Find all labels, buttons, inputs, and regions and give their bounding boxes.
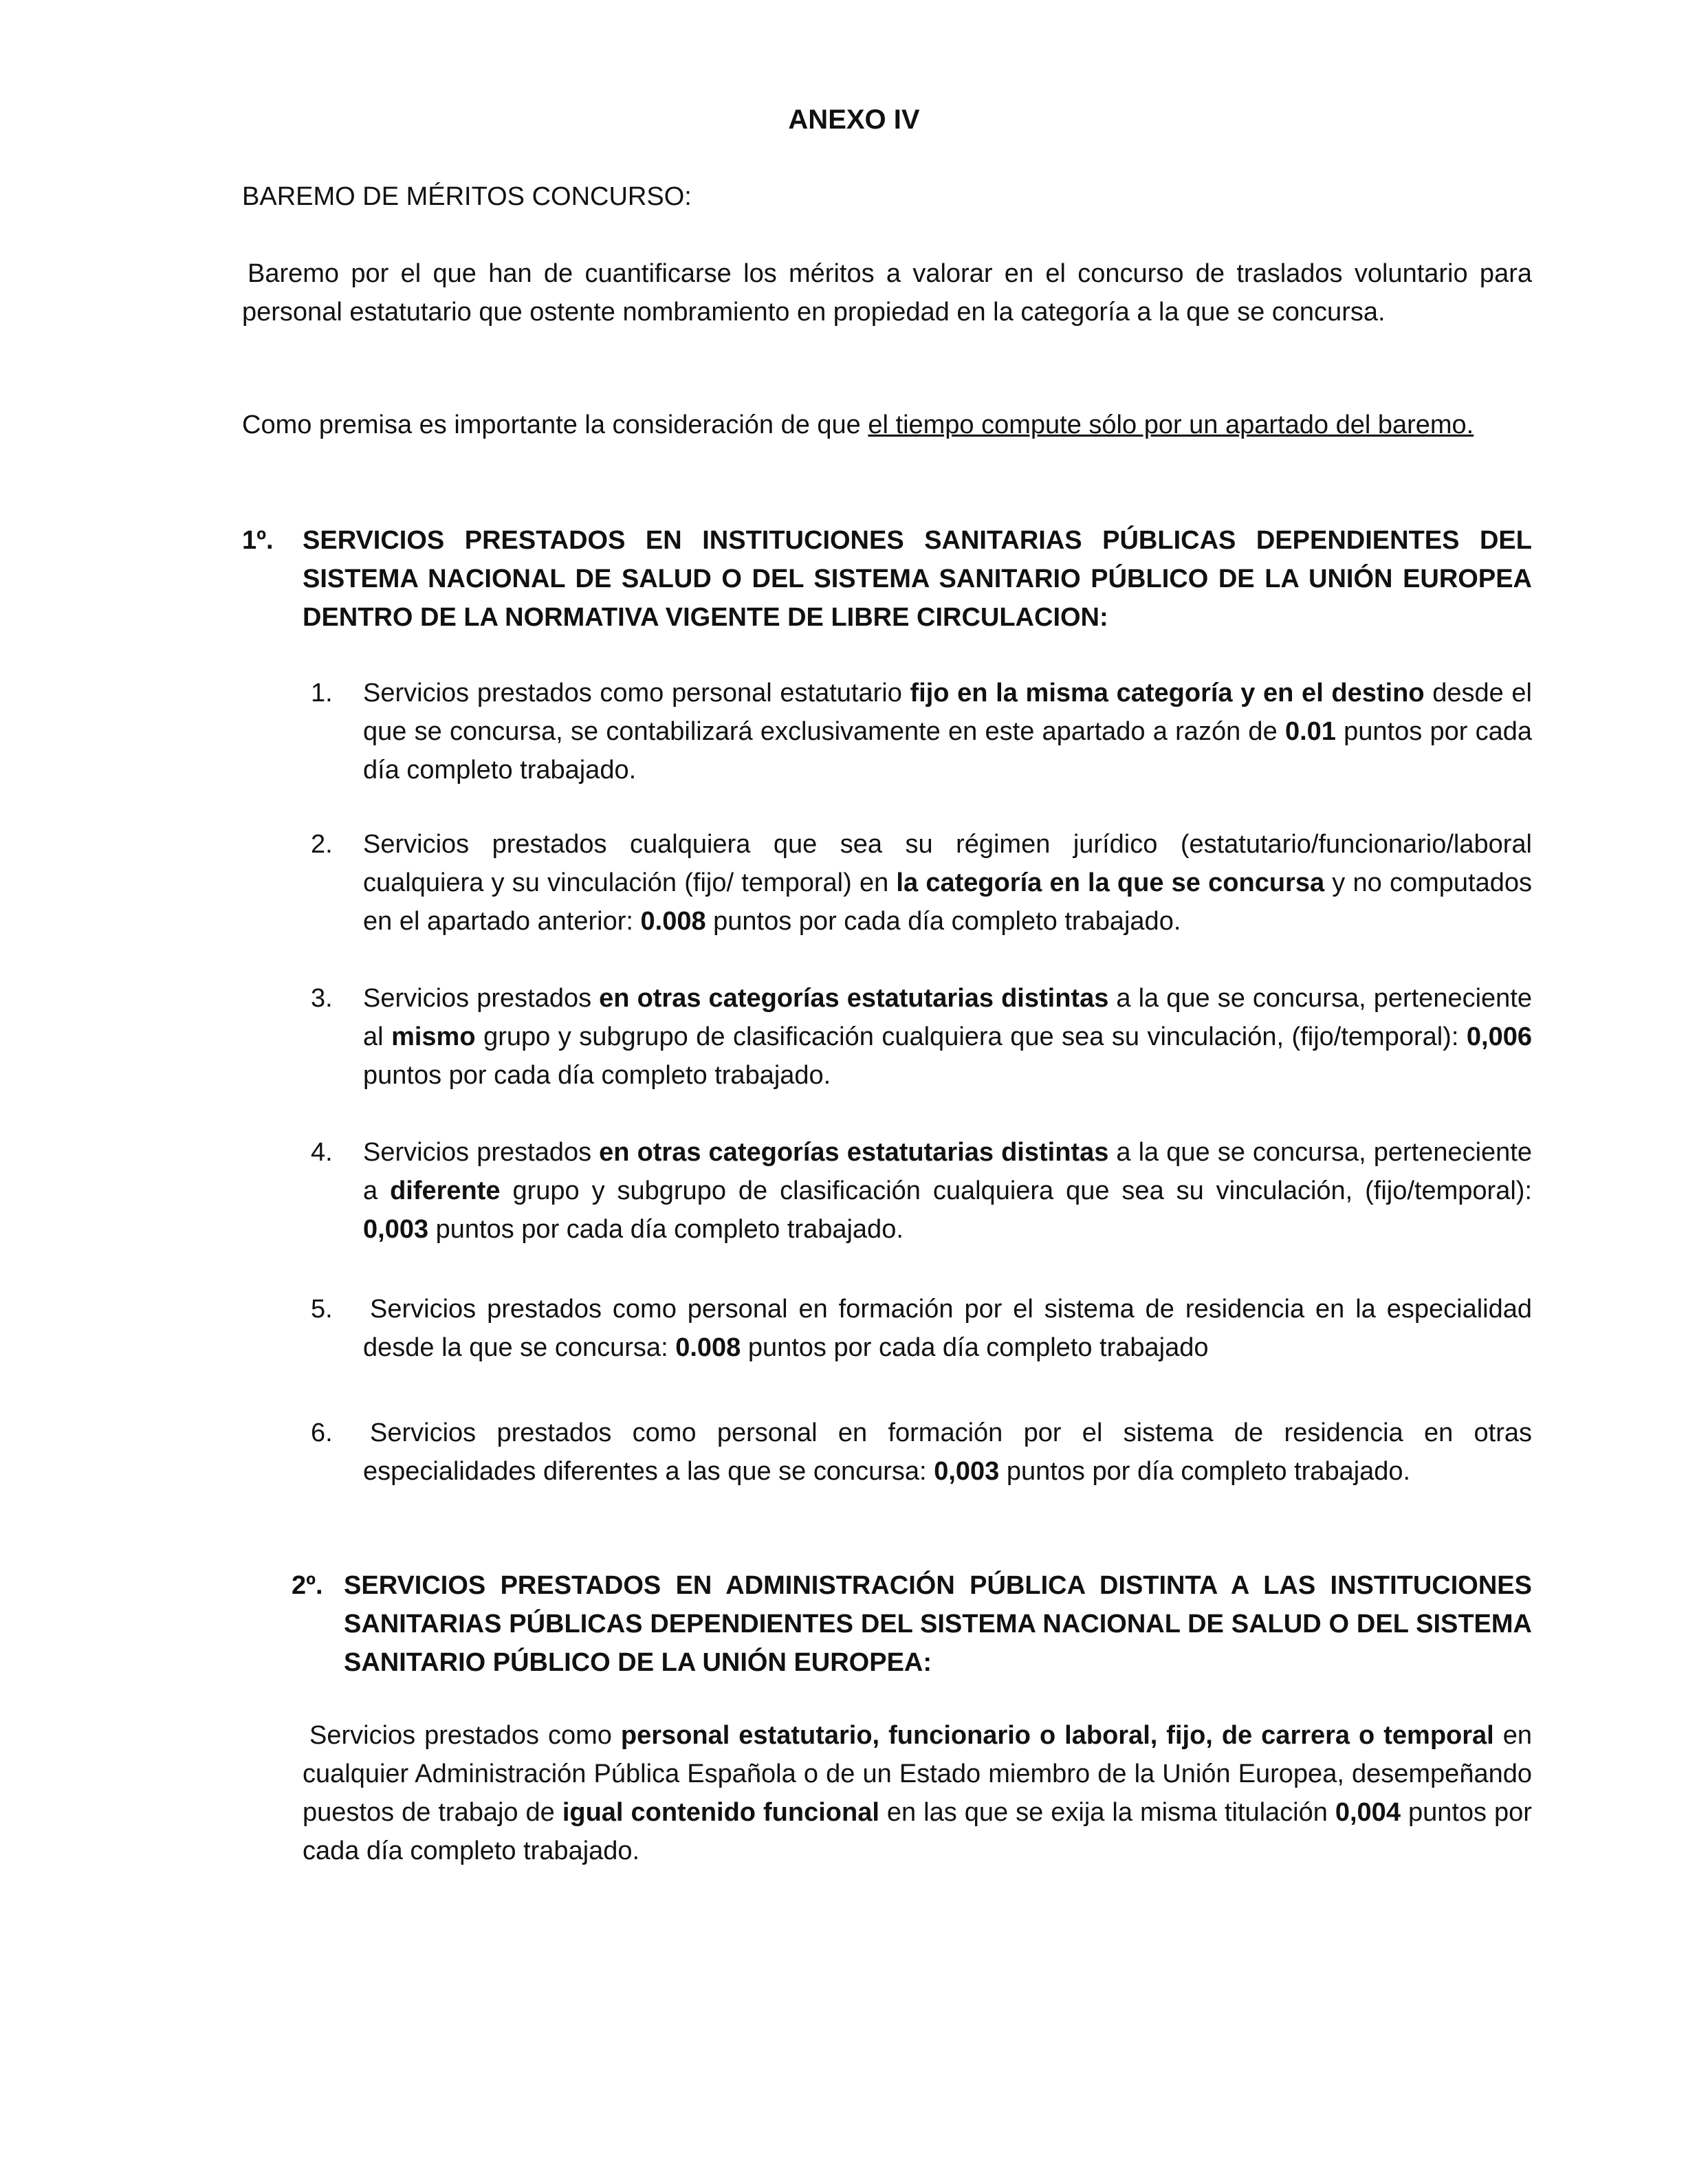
item-text: Servicios prestados como personal en formación por el sistema de residencia en la especialidad desde la que se concursa: [363, 1295, 1532, 1362]
section-2-heading: SERVICIOS PRESTADOS EN ADMINISTRACIÓN PÚBLICA DISTINTA A LAS INSTITUCIONES SANITARIAS PÚBLICAS DEPENDIENTES DEL SISTEMA NACIONAL DE SALUD O DEL SISTEMA SANITARIO PÚBLICO DE LA UNIÓN EUROPEA: [344, 1571, 1532, 1677]
premise-paragraph [242, 406, 1532, 444]
item-text: puntos por cada día completo trabajado. [428, 1215, 904, 1244]
body-text: Servicios prestados como [309, 1721, 621, 1750]
item-text: desde el que se concursa, se contabilizará exclusivamente en este apartado a razón de [363, 679, 1532, 746]
body-bold-text: igual contenido funcional [562, 1798, 879, 1827]
item-bold-text: la categoría en la que se concursa [896, 868, 1325, 897]
intro-paragraph: Baremo por el que han de cuantificarse los méritos a valorar en el concurso de traslados voluntario para personal estatutario que ostente nombramiento en propiedad en la categoría a la que se concursa. [242, 259, 1532, 327]
item-text: Servicios prestados como personal estatutario [363, 679, 910, 708]
item-text: Servicios prestados [363, 1138, 600, 1167]
section-1-item-1 [363, 674, 1532, 789]
item-bold-value: 0,003 [363, 1215, 429, 1244]
item-bold-value: 0.008 [675, 1333, 741, 1362]
item-text: grupo y subgrupo de clasificación cualquiera que sea su vinculación, (fijo/temporal): [500, 1176, 1532, 1205]
item-text: puntos por cada día completo trabajado. [705, 907, 1181, 936]
item-bold-text: fijo en la misma categoría y en el destino [910, 679, 1425, 708]
item-text: puntos por cada día completo trabajado [741, 1333, 1209, 1362]
section-2-number: 2º. [292, 1571, 323, 1600]
item-text: puntos por día completo trabajado. [999, 1457, 1411, 1486]
body-text: puntos por cada día completo trabajado. [303, 1798, 1532, 1865]
section-1-item-6-number: 6. [311, 1418, 333, 1447]
section-2-body [303, 1716, 1532, 1870]
body-bold-text: personal estatutario, funcionario o laboral, fijo, de carrera o temporal [620, 1721, 1494, 1750]
section-1-heading: SERVICIOS PRESTADOS EN INSTITUCIONES SANITARIAS PÚBLICAS DEPENDIENTES DEL SISTEMA NACIONAL DE SALUD O DEL SISTEMA SANITARIO PÚBLICO DE LA UNIÓN EUROPEA DENTRO DE LA NORMATIVA VIGENTE DE LIBRE CIRCULACION: [303, 526, 1532, 632]
section-1-item-3-number: 3. [311, 984, 333, 1013]
item-bold-text: en otras categorías estatutarias distintas [599, 1138, 1109, 1167]
item-text: grupo y subgrupo de clasificación cualquiera que sea su vinculación, (fijo/temporal): [475, 1022, 1467, 1051]
document-subtitle: BAREMO DE MÉRITOS CONCURSO: [242, 182, 692, 211]
item-bold-value: 0,003 [934, 1457, 1000, 1486]
item-text: a la que se concursa, perteneciente a [363, 1138, 1532, 1205]
body-bold-value: 0,004 [1335, 1798, 1401, 1827]
item-text: y no computados en el apartado anterior: [363, 868, 1532, 936]
premise-text: Como premisa es importante la consideración de que [242, 410, 868, 439]
item-bold-text: mismo [391, 1022, 476, 1051]
item-bold-value: 0,006 [1466, 1022, 1532, 1051]
section-1-item-5 [363, 1290, 1532, 1367]
body-text: en cualquier Administración Pública Española o de un Estado miembro de la Unión Europea, desempeñando puestos de trabajo de [303, 1721, 1533, 1827]
section-1-item-2-number: 2. [311, 830, 333, 859]
section-1-item-6 [363, 1414, 1532, 1491]
section-1-item-4 [363, 1133, 1532, 1249]
section-1-item-5-number: 5. [311, 1295, 333, 1324]
item-bold-value: 0.008 [640, 907, 706, 936]
item-text: Servicios prestados [363, 984, 600, 1013]
item-text: Servicios prestados cualquiera que sea su régimen jurídico (estatutario/funcionario/laboral cualquiera y su vinculación (fijo/ temporal) en [363, 830, 1532, 897]
item-text: Servicios prestados como personal en formación por el sistema de residencia en otras especialidades diferentes a las que se concursa: [363, 1418, 1532, 1486]
item-bold-text: en otras categorías estatutarias distintas [599, 984, 1109, 1013]
item-bold-value: 0.01 [1284, 717, 1336, 746]
item-text: puntos por cada día completo trabajado. [363, 717, 1532, 785]
item-text: puntos por cada día completo trabajado. [363, 1061, 831, 1090]
item-text: a la que se concursa, perteneciente al [363, 984, 1532, 1051]
document-title: ANEXO IV [788, 105, 920, 135]
section-1-item-2 [363, 825, 1532, 941]
section-1-number: 1º. [242, 526, 274, 555]
section-1-item-4-number: 4. [311, 1138, 333, 1167]
premise-underlined-text: el tiempo compute sólo por un apartado del baremo. [868, 410, 1474, 439]
item-bold-text: diferente [390, 1176, 501, 1205]
section-1-item-1-number: 1. [311, 679, 333, 708]
section-1-item-3 [363, 979, 1532, 1095]
body-text: en las que se exija la misma titulación [879, 1798, 1335, 1827]
